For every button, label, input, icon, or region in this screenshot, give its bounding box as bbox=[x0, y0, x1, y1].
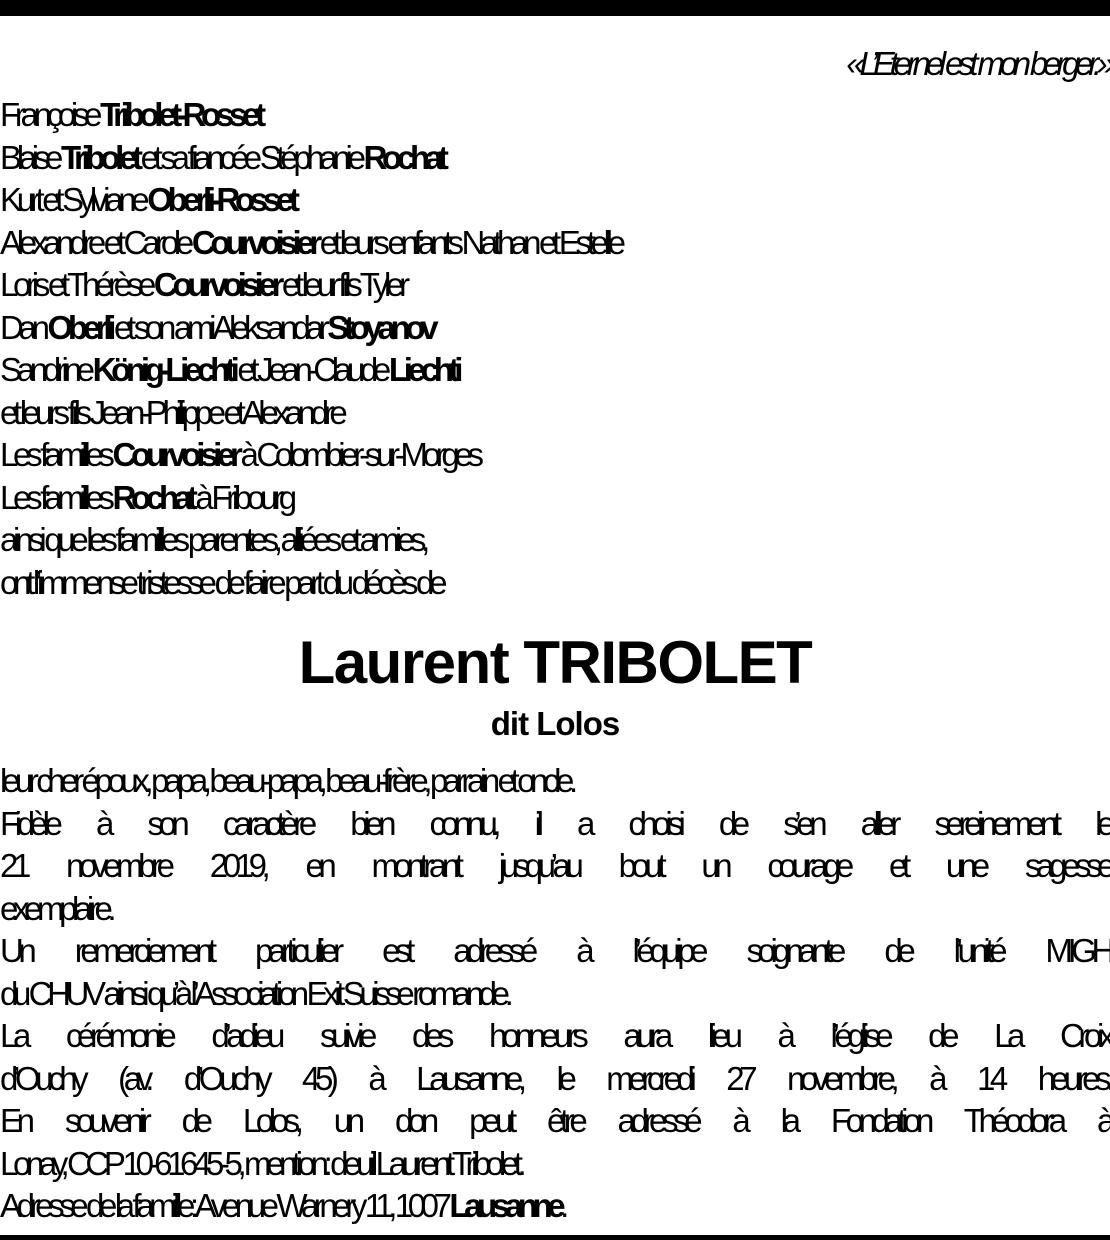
family-line: ainsi que les familles parentes, alliées et amies, bbox=[0, 521, 426, 558]
family-line: Françoise Tribolet-Rosset bbox=[0, 96, 261, 133]
bible-quote: «L’Eternel est mon berger.» bbox=[846, 45, 1110, 82]
body-line: d’Ouchy (av. d’Ouchy 45) à Lausanne, le mercredi 27 novembre, à 14 heures. bbox=[0, 1059, 1110, 1097]
body-line: Un remerciement particulier est adressé à l’équipe soignante de l’unité MIGH bbox=[0, 932, 1110, 969]
family-line: Les familles Courvoisier à Colombier-sur-Morges bbox=[0, 436, 479, 473]
obituary-notice bbox=[0, 40, 1110, 1228]
deceased-nickname: dit Lolos bbox=[490, 705, 620, 742]
bottom-rule bbox=[0, 1235, 1110, 1240]
top-rule bbox=[0, 0, 1110, 16]
family-list bbox=[0, 94, 1110, 604]
body-line: Lonay, CCP 10-61645-5, mention: deuil Laurent Tribolet. bbox=[0, 1144, 522, 1182]
family-line: Dan Oberli et son ami Aleksandar Stoyanov bbox=[0, 308, 434, 346]
family-line: ont l’immense tristesse de faire part du décès de bbox=[0, 563, 443, 601]
body-line: La cérémonie d’adieu suivie des honneurs aura lieu à l’église de La Croix bbox=[0, 1017, 1110, 1054]
deceased-name: Laurent TRIBOLET bbox=[298, 629, 812, 696]
family-line: et leurs fils Jean-Philippe et Alexandre bbox=[0, 393, 343, 431]
notice-body bbox=[0, 760, 1110, 1228]
family-line: Les familles Rochat à Fribourg bbox=[0, 478, 292, 516]
body-line: En souvenir de Lolos, un don peut être adressé à la Fondation Théodora à bbox=[0, 1102, 1110, 1139]
body-line: du CHUV ainsi qu’à l’Association Exit Suisse romande. bbox=[0, 974, 509, 1012]
family-line: Sandrine König-Liechti et Jean-Claude Liechti bbox=[0, 351, 459, 388]
family-line: Blaise Tribolet et sa fiancée Stéphanie Rochat bbox=[0, 138, 444, 176]
family-address: Adresse de la famille: Avenue Warnery 11, 1007 Lausanne. bbox=[0, 1187, 564, 1224]
body-line: 21 novembre 2019, en montrant jusqu’au bout un courage et une sagesse bbox=[0, 847, 1110, 884]
family-line: Loris et Thérèse Courvoisier et leur fils Tyler bbox=[0, 266, 405, 303]
body-line: Fidèle à son caractère bien connu, il a choisi de s’en aller sereinement le bbox=[0, 804, 1110, 842]
body-line: exemplaire. bbox=[0, 889, 112, 927]
body-line: leur cher époux, papa, beau-papa, beau-frère, parrain et oncle. bbox=[0, 762, 573, 799]
family-line: Alexandre et Carole Courvoisier et leurs enfants Nathan et Estelle bbox=[0, 223, 621, 261]
family-line: Kurt et Sylviane Oberli-Rosset bbox=[0, 181, 295, 218]
